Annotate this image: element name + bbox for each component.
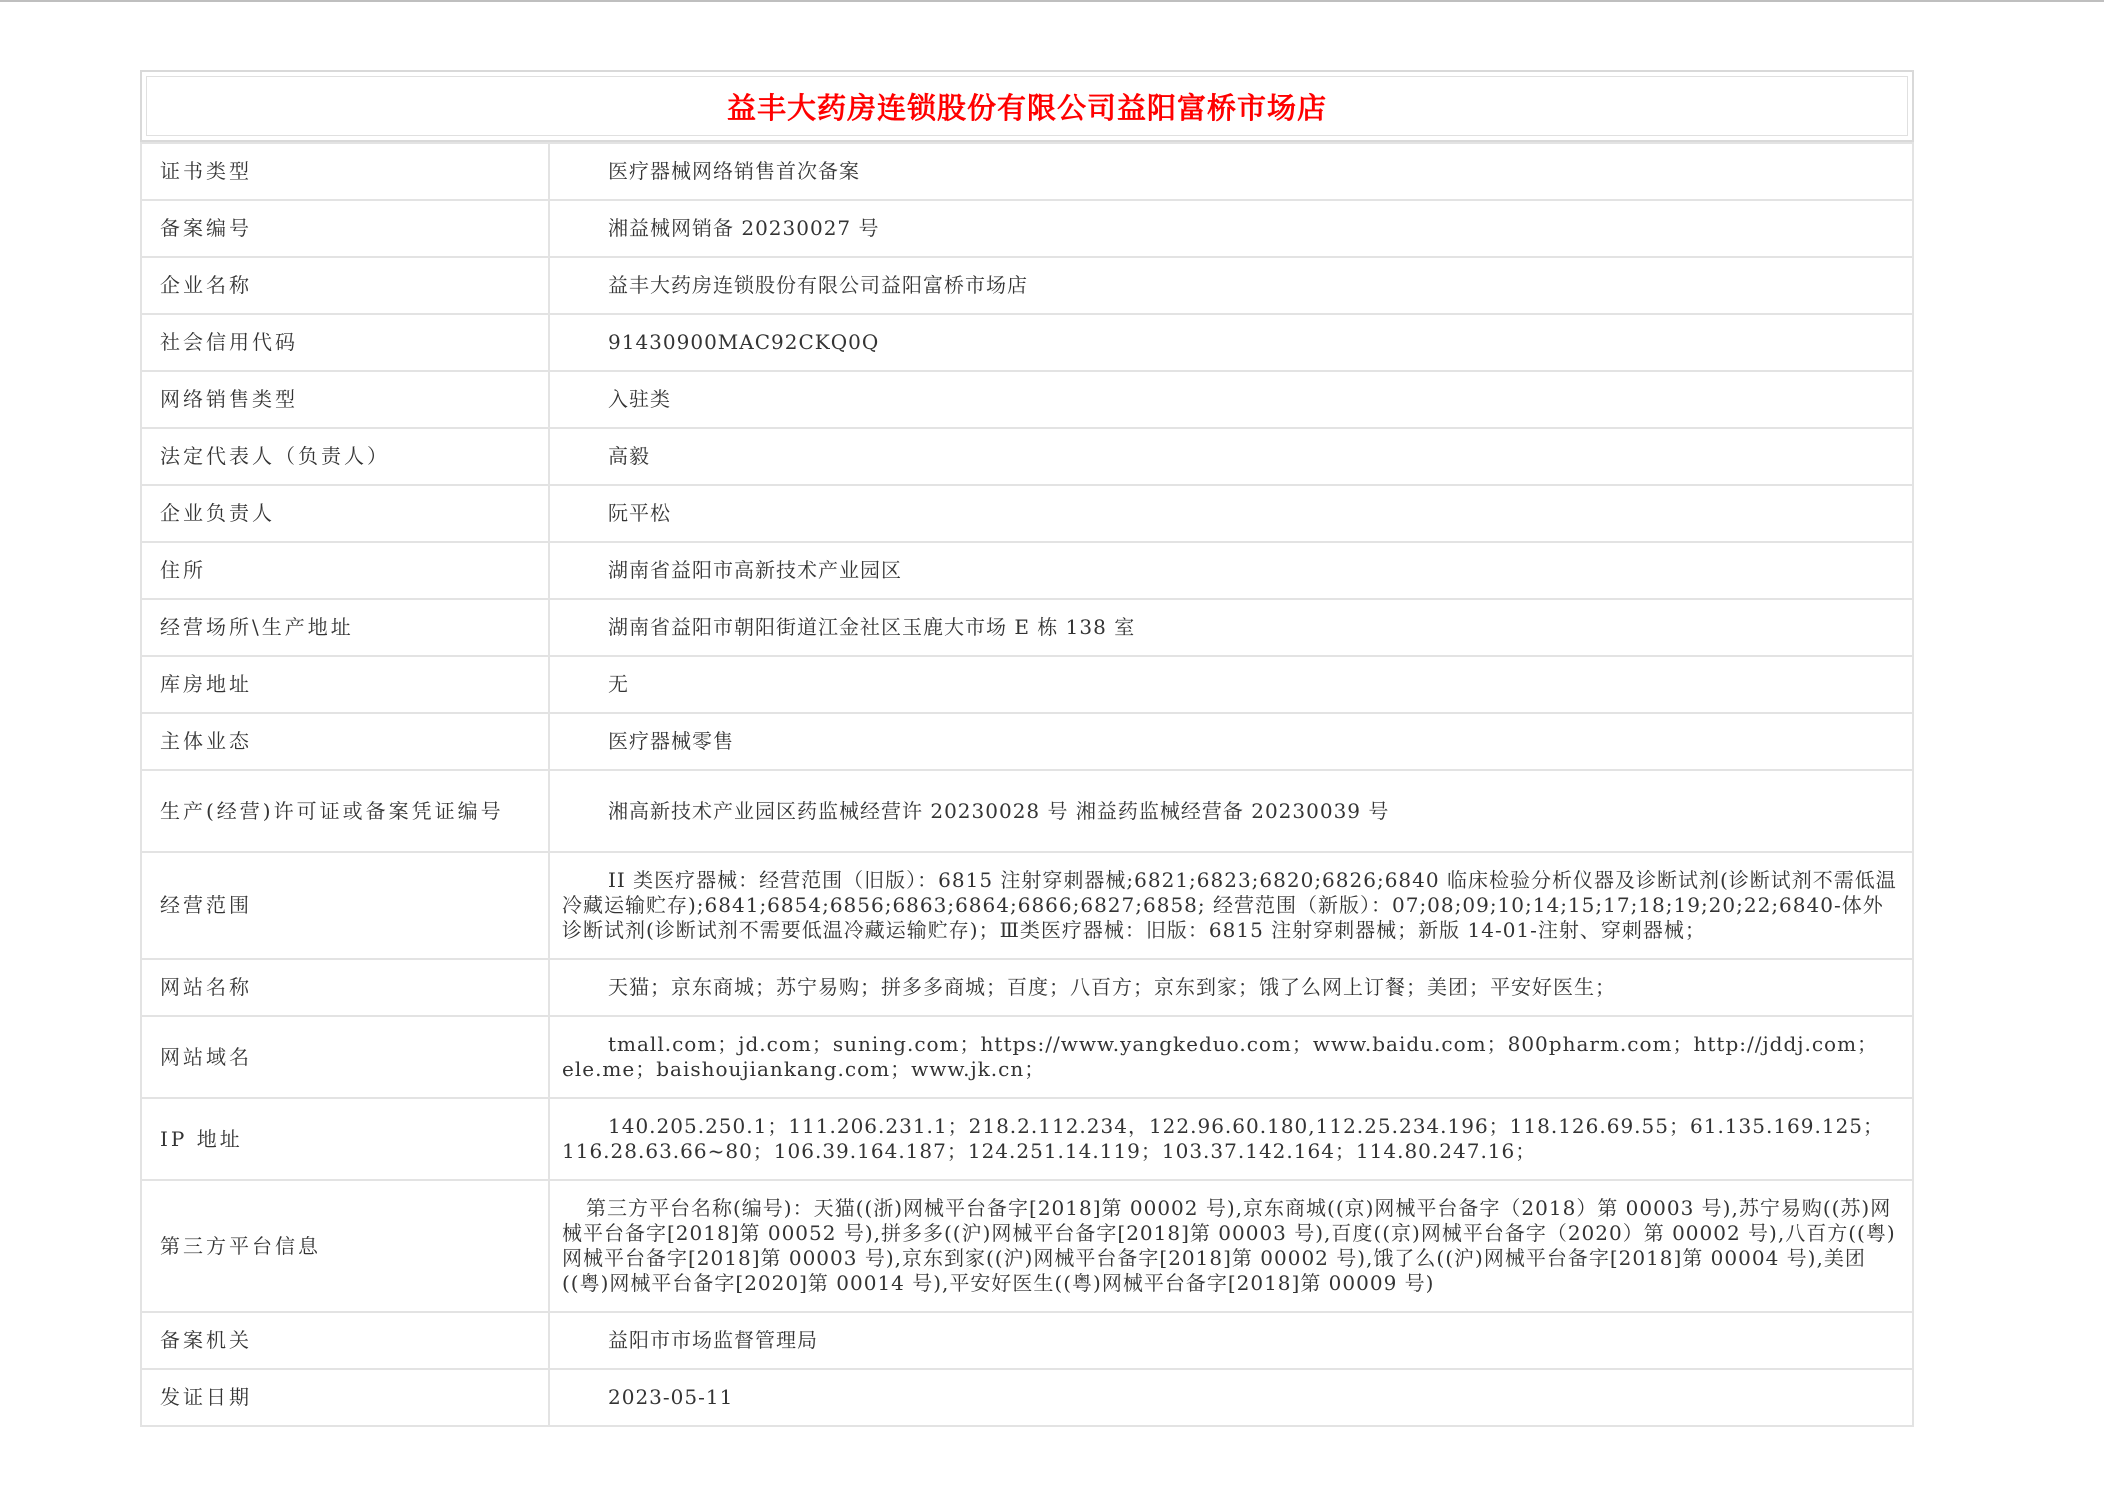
label-domicile: 住所: [141, 542, 549, 599]
top-rule: [0, 0, 2104, 2]
label-legal-representative: 法定代表人（负责人）: [141, 428, 549, 485]
row-third-party-platforms: [141, 1180, 1913, 1312]
label-license-number: 生产(经营)许可证或备案凭证编号: [141, 770, 549, 852]
row-website-names: [141, 959, 1913, 1016]
row-online-sales-type: [141, 371, 1913, 428]
value-text: 阮平松: [608, 501, 671, 525]
label-certificate-type: 证书类型: [141, 143, 549, 200]
value-text: 医疗器械零售: [608, 729, 734, 753]
row-issue-date: [141, 1369, 1913, 1426]
row-certificate-type: [141, 143, 1913, 200]
label-business-format: 主体业态: [141, 713, 549, 770]
value-warehouse-address: [549, 656, 1913, 713]
label-company-name: 企业名称: [141, 257, 549, 314]
row-filing-authority: [141, 1312, 1913, 1369]
row-business-format: [141, 713, 1913, 770]
value-third-party-platforms: [549, 1180, 1913, 1312]
value-text: tmall.com；jd.com；suning.com；https://www.yangkeduo.com；www.baidu.com；800pharm.com；http://jddj.com；ele.me；baishoujiankang.com；www.jk.cn；: [562, 1032, 1879, 1081]
label-business-scope: 经营范围: [141, 852, 549, 959]
label-issue-date: 发证日期: [141, 1369, 549, 1426]
value-text: 益阳市市场监督管理局: [608, 1328, 818, 1352]
row-license-number: [141, 770, 1913, 852]
document-title: 益丰大药房连锁股份有限公司益阳富桥市场店: [726, 90, 1327, 125]
row-credit-code: [141, 314, 1913, 371]
title-box: [140, 70, 1914, 142]
certificate-document: [140, 70, 1914, 1427]
value-text: 湘益械网销备 20230027 号: [608, 216, 880, 240]
value-business-format: [549, 713, 1913, 770]
value-text: 2023-05-11: [608, 1385, 734, 1409]
value-text: II 类医疗器械：经营范围（旧版）：6815 注射穿刺器械;6821;6823;6820;6826;6840 临床检验分析仪器及诊断试剂(诊断试剂不需低温冷藏运输贮存);6841;6854;6856;6863;6864;6866;6827;6858; 经营范围（新版）：07;08;09;10;14;15;17;18;19;20;22;6840-体外诊断试剂(诊断试剂不需要低温冷藏运输贮存)；Ⅲ类医疗器械：旧版：6815 注射穿刺器械；新版 14-01-注射、穿刺器械；: [562, 868, 1897, 942]
value-issue-date: [549, 1369, 1913, 1426]
value-record-number: [549, 200, 1913, 257]
value-text: 湘高新技术产业园区药监械经营许 20230028 号 湘益药监械经营备 20230039 号: [608, 798, 1390, 823]
value-text: 高毅: [608, 444, 650, 468]
value-domicile: [549, 542, 1913, 599]
value-business-address: [549, 599, 1913, 656]
value-online-sales-type: [549, 371, 1913, 428]
label-website-names: 网站名称: [141, 959, 549, 1016]
label-ip-addresses: IP 地址: [141, 1098, 549, 1180]
value-legal-representative: [549, 428, 1913, 485]
row-domicile: [141, 542, 1913, 599]
value-certificate-type: [549, 143, 1913, 200]
value-text: 医疗器械网络销售首次备案: [608, 159, 860, 183]
label-website-domains: 网站域名: [141, 1016, 549, 1098]
value-text: 140.205.250.1；111.206.231.1；218.2.112.234，122.96.60.180,112.25.234.196；118.126.69.55；61.135.169.125；116.28.63.66~80；106.39.164.187；124.251.14.119；103.37.142.164；114.80.247.16；: [562, 1114, 1885, 1163]
row-enterprise-head: [141, 485, 1913, 542]
value-text: 无: [608, 672, 629, 696]
info-table: [140, 142, 1914, 1427]
value-website-domains: [549, 1016, 1913, 1098]
value-text: 入驻类: [608, 387, 671, 411]
value-enterprise-head: [549, 485, 1913, 542]
row-website-domains: [141, 1016, 1913, 1098]
value-license-number: [549, 770, 1913, 852]
value-text: 湖南省益阳市朝阳街道江金社区玉鹿大市场 E 栋 138 室: [608, 615, 1136, 639]
value-ip-addresses: [549, 1098, 1913, 1180]
value-text: 益丰大药房连锁股份有限公司益阳富桥市场店: [608, 273, 1028, 297]
row-warehouse-address: [141, 656, 1913, 713]
title-inner-frame: [146, 76, 1908, 136]
row-business-address: [141, 599, 1913, 656]
value-text: 湖南省益阳市高新技术产业园区: [608, 558, 902, 582]
value-business-scope: [549, 852, 1913, 959]
label-warehouse-address: 库房地址: [141, 656, 549, 713]
label-business-address: 经营场所\生产地址: [141, 599, 549, 656]
label-third-party-platforms: 第三方平台信息: [141, 1180, 549, 1312]
value-credit-code: [549, 314, 1913, 371]
row-company-name: [141, 257, 1913, 314]
row-ip-addresses: [141, 1098, 1913, 1180]
label-filing-authority: 备案机关: [141, 1312, 549, 1369]
value-text: 91430900MAC92CKQ0Q: [608, 330, 880, 354]
value-website-names: [549, 959, 1913, 1016]
row-legal-representative: [141, 428, 1913, 485]
label-online-sales-type: 网络销售类型: [141, 371, 549, 428]
label-enterprise-head: 企业负责人: [141, 485, 549, 542]
value-filing-authority: [549, 1312, 1913, 1369]
label-credit-code: 社会信用代码: [141, 314, 549, 371]
value-text: 天猫；京东商城；苏宁易购；拼多多商城；百度；八百方；京东到家；饿了么网上订餐；美团；平安好医生；: [608, 975, 1616, 999]
label-record-number: 备案编号: [141, 200, 549, 257]
row-record-number: [141, 200, 1913, 257]
row-business-scope: [141, 852, 1913, 959]
value-company-name: [549, 257, 1913, 314]
value-text: 第三方平台名称(编号)：天猫((浙)网械平台备字[2018]第 00002 号),京东商城((京)网械平台备字（2018）第 00003 号),苏宁易购((苏)网械平台备字[2018]第 00052 号),拼多多((沪)网械平台备字[2018]第 00003 号),百度((京)网械平台备字（2020）第 00002 号),八百方((粤)网械平台备字[2018]第 00003 号),京东到家((沪)网械平台备字[2018]第 00002 号),饿了么((沪)网械平台备字[2018]第 00004 号),美团((粤)网械平台备字[2020]第 00014 号),平安好医生((粤)网械平台备字[2018]第 00009 号): [562, 1196, 1896, 1295]
